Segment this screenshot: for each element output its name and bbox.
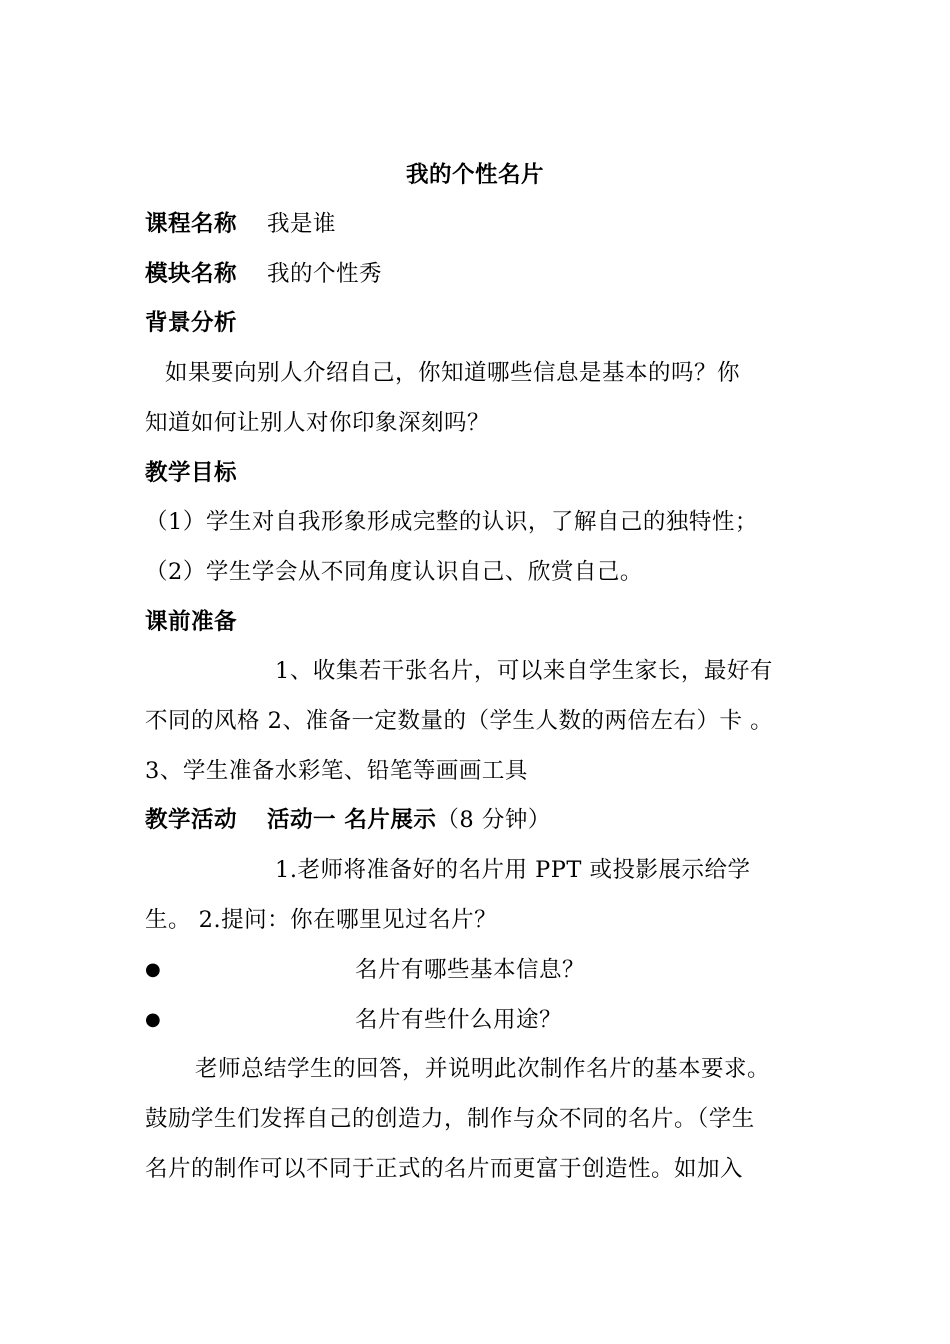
background-heading: 背景分析: [145, 310, 238, 336]
preparation-line-3: 3、学生准备水彩笔、铅笔等画画工具: [145, 758, 528, 784]
activity-row: [145, 805, 551, 835]
activity-line-2: 生。 2.提问：你在哪里见过名片？: [145, 907, 498, 933]
background-line-1: 如果要向别人介绍自己，你知道哪些信息是基本的吗？你: [165, 360, 741, 386]
objective-item-2: （2）学生学会从不同角度认识自己、欣赏自己。: [145, 559, 643, 585]
activity-line-1: 1.老师将准备好的名片用 PPT 或投影展示给学: [275, 857, 751, 883]
bullet-item-2: 名片有些什么用途？: [355, 1007, 563, 1033]
summary-line-2: 鼓励学生们发挥自己的创造力，制作与众不同的名片。（学生: [145, 1106, 755, 1132]
bullet-dot-icon: ●: [145, 1009, 161, 1030]
course-value: 我是谁: [267, 211, 337, 237]
preparation-heading: 课前准备: [145, 609, 238, 635]
module-row: [145, 259, 382, 289]
module-label: 模块名称: [145, 261, 238, 287]
module-value: 我的个性秀: [267, 261, 383, 287]
summary-line-1: 老师总结学生的回答，并说明此次制作名片的基本要求。: [195, 1056, 771, 1082]
bullet-item-1: 名片有哪些基本信息？: [355, 957, 586, 983]
preparation-line-1: 1、收集若干张名片，可以来自学生家长，最好有: [275, 658, 773, 684]
page-title: 我的个性名片: [405, 162, 544, 188]
course-label: 课程名称: [145, 211, 238, 237]
activity-heading: 教学活动: [145, 807, 238, 833]
activity-duration: （8 分钟）: [436, 807, 551, 833]
objective-item-1: （1）学生对自我形象形成完整的认识，了解自己的独特性；: [145, 509, 758, 535]
objectives-heading: 教学目标: [145, 460, 238, 486]
activity-name: 活动一 名片展示: [267, 807, 437, 833]
course-row: [145, 209, 336, 239]
summary-line-3: 名片的制作可以不同于正式的名片而更富于创造性。如加入: [145, 1156, 744, 1182]
bullet-dot-icon: ●: [145, 959, 161, 980]
background-line-2: 知道如何让别人对你印象深刻吗？: [145, 410, 491, 436]
preparation-line-2: 不同的风格 2、准备一定数量的（学生人数的两倍左右）卡 。: [145, 708, 774, 734]
